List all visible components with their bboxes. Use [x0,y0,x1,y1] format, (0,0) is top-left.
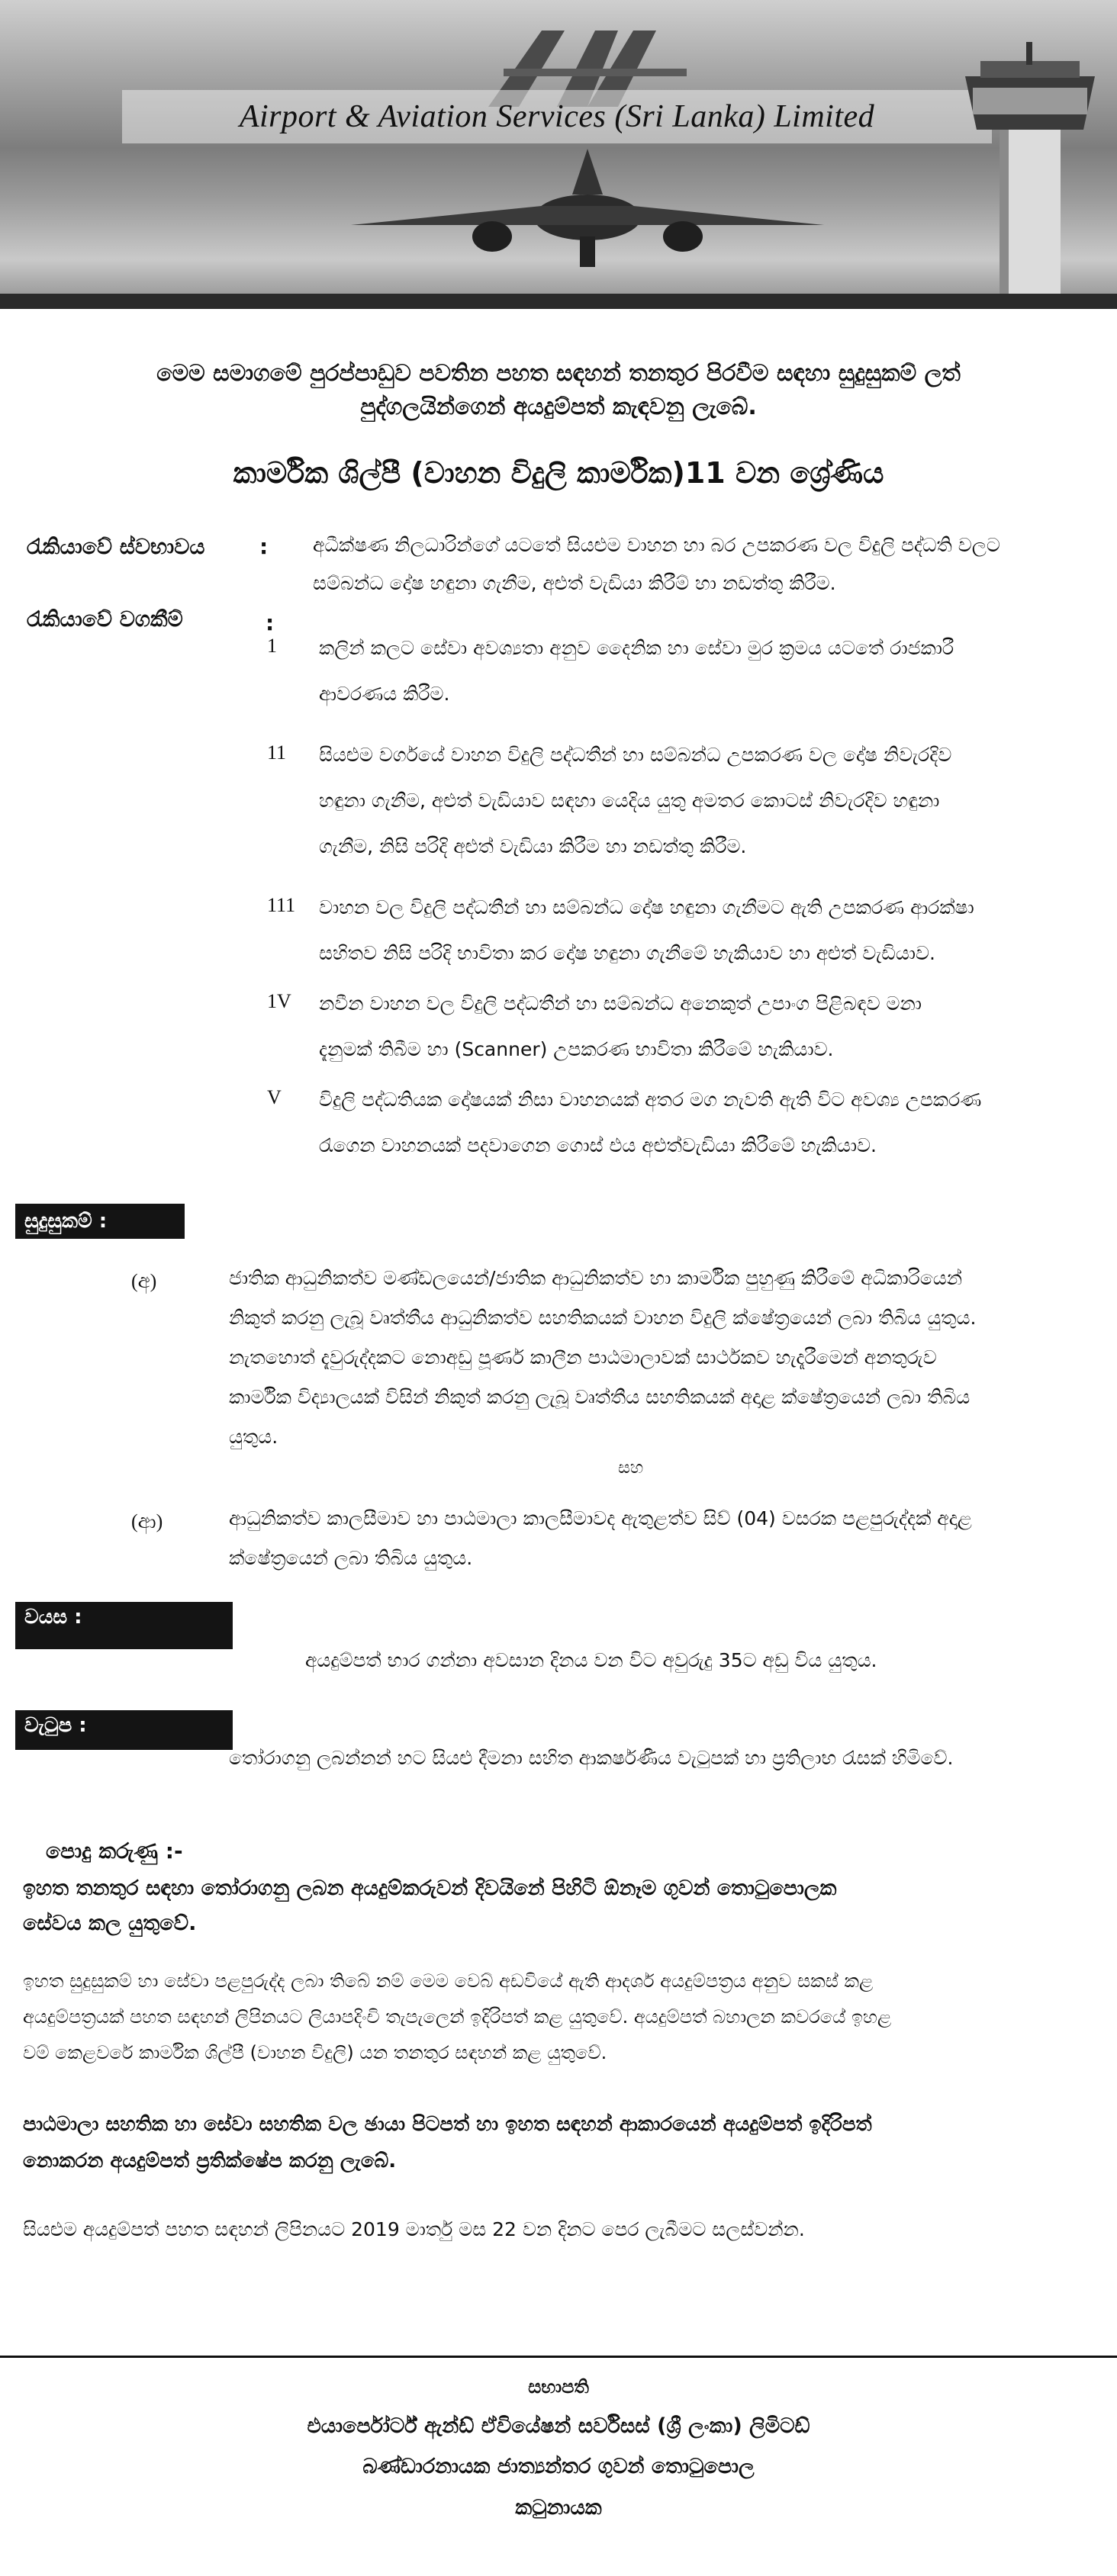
intro-line-2: පුද්ගලයින්ගෙන් අයදුම්පත් කැඳවනු ලැබේ. [360,394,757,420]
general-bold2-line-1: පාඨමාලා සහතික හා සේවා සහතික වල ඡායා පිටපත් හා ඉහත සඳහන් ආකාරයෙන් අයදුම්පත් ඉදිරිපත් [23,2113,872,2136]
age-label: වයස : [15,1602,233,1649]
resp-3-line-1: වාහන වල විදුලි පද්ධතීන් හා සම්බන්ධ දෝෂ හඳුනා ගැනීමට ඇති උපකරණ ආරක්ෂා [319,896,974,918]
responsibilities-colon: : [266,610,275,635]
qual-a-line-3: නැතහොත් දැවුරුද්දකට නොඅඩු පූර්ණ කාලීන පාඨමාලාවක් සාර්ථකව හැදෑරීමෙන් අනතුරුව [229,1346,937,1368]
salary-label: වැටුප : [15,1710,233,1750]
general-bold2-line-2: නොකරන අයදුම්පත් ප්‍රතික්ෂේප කරනු ලැබේ. [23,2150,397,2172]
qual-b-line-1: ආධුනිකත්ව කාලසීමාව හා පාඨමාලා කාලසීමාවද ඇතුළත්ව සිව් (04) වසරක පළපුරුද්දක් අදාළ [229,1507,972,1529]
salary-text: තෝරාගනු ලබන්නන් හට සියළු දීමනා සහිත ආකර්ෂණීය වැටුපක් හා ප්‍රතිලාභ රැසක් හිමිවේ. [229,1747,954,1769]
footer-line-2: එයාර්පෝර්ට් ඇන්ඩ් ඒවියේෂන් සර්විසස් (ශ්‍රී ලංකා) ලිමිටඩ් [307,2414,810,2438]
deadline-text: සියළුම අයදුම්පත් පහත සඳහන් ලිපිනයට 2019 මාර්තු මස 22 වන දිනට පෙර ලැබීමට සලස්වන්න. [23,2218,805,2240]
footer-line-1: සභාපති [528,2376,589,2398]
qual-a-line-1: ජාතික ආධුනිකත්ව මණ්ඩලයෙන්/ජාතික ආධුනිකත්ව හා කාර්මික පුහුණු කිරීමේ අධිකාරියෙන් [229,1267,963,1289]
general-bold-line-1: ඉහත තනතුර සඳහා තෝරාගනු ලබන අයදුම්කරුවන් දිවයිනේ පිහිටි ඕනෑම ගුවන් තොටුපොලක [23,1877,837,1900]
qualifications-label: සුදුසුකම් : [15,1204,185,1239]
nature-line-2: සම්බන්ධ දෝෂ හඳුනා ගැනීම, අළුත් වැඩියා කිරීම් හා නඩත්තු කිරීම. [313,572,836,594]
age-text: අයදුම්පත් භාර ගන්නා අවසාන දිනය වන විට අවුරුදු 35ට අඩු විය යුතුය. [305,1649,877,1671]
resp-2-line-1: සියළුම වර්ගයේ වාහන විදුලි පද්ධතීන් හා සම්බන්ධ උපකරණ වල දෝෂ නිවැරදිව [319,744,952,766]
general-bold-line-2: සේවය කල යුතුවේ. [23,1912,197,1935]
resp-4-num: 1V [267,990,291,1012]
resp-4-line-2: දැනුමක් තිබීම හා (Scanner) උපකරණ භාවිතා කිරීමේ හැකියාව. [319,1038,834,1060]
footer-line-3: බණ්ඩාරනායක ජාත්‍යන්තර ගුවන් තොටුපොල [362,2455,755,2478]
header-banner [0,0,1117,309]
resp-3-line-2: සහිතව නිසි පරිදි භාවිතා කර දෝෂ හඳුනා ගැනීමේ හැකියාව හා අළුත් වැඩියාව. [319,942,935,964]
responsibilities-label: රැකියාවේ වගකීම් [27,606,183,632]
intro-line-1: මෙම සමාගමේ පුරප්පාඩුව පවතින පහත සඳහන් තනතුර පිරවීම සඳහා සුදුසුකම් ලත් [156,360,961,387]
resp-1-line-1: කලින් කලට සේවා අවශ්‍යතා අනුව දෛනික හා සේවා මුර ක්‍රමය යටතේ රාජකාරී [319,637,954,659]
resp-2-line-2: හඳුනා ගැනීම, අළුත් වැඩියාව සඳහා යෙදිය යුතු අමතර කොටස් නිවැරදිව හඳුනා [319,790,940,812]
qual-a-num: (අ) [131,1270,157,1292]
banner-strip [0,294,1117,309]
resp-1-line-2: ආවරණය කිරීම. [319,683,450,705]
resp-5-num: V [267,1086,282,1108]
general-para-line-2: අයදුම්පත්‍රයක් පහත සඳහන් ලිපිනයට ලියාපදිංචි තැපැලෙන් ඉදිරිපත් කළ යුතුවේ. අයදුම්පත් බහාලන කවරයේ ඉහළ [23,2006,892,2028]
qual-a-line-5: යුතුය. [229,1426,278,1448]
resp-4-line-1: නවීන වාහන වල විදුලි පද්ධතීන් හා සම්බන්ධ අනෙකුත් උපාංග පිළිබඳව මනා [319,992,922,1015]
qual-b-line-2: ක්ෂේත්‍රයෙන් ලබා තිබිය යුතුය. [229,1547,473,1569]
resp-2-line-3: ගැනීම, නිසි පරිදි අළුත් වැඩියා කිරීම හා නඩත්තු කිරීම. [319,835,747,857]
general-para-line-3: වම් කෙළවරේ කාර්මික ශිල්පී (වාහන විදුලි) යන තනතුර සඳහන් කළ යුතුවේ. [23,2042,607,2063]
qual-and: සහ [618,1458,644,1478]
org-name-banner: Airport & Aviation Services (Sri Lanka) Limited [122,90,992,143]
resp-5-line-2: රැගෙන වාහනයක් පදවාගෙන ගොස් එය අළුත්වැඩියා කිරීමේ හැකියාව. [319,1134,877,1156]
resp-5-line-1: විදුලි පද්ධතියක දෝෂයක් නිසා වාහනයක් අතර මග නැවති ඇති විට අවශ්‍ය උපකරණ [319,1089,982,1111]
qual-a-line-4: කාර්මික විද්‍යාලයක් විසින් නිකුත් කරනු ලැබූ වෘත්තීය සහතිකයක් අදාළ ක්ෂේත්‍රයෙන් ලබා තිබිය [229,1386,971,1408]
job-title: කාර්මික ශිල්පී (වාහන විදුලි කාර්මික)11 වන ශ්‍රේණිය [233,456,884,490]
general-label: පොදු කරුණු :- [46,1838,183,1864]
footer-line-4: කටුනායක [515,2496,602,2520]
resp-3-num: 111 [267,894,296,916]
airplane-icon [351,133,824,286]
qual-b-num: (ආ) [131,1510,163,1532]
qual-a-line-2: නිකුත් කරනු ලැබූ වෘත්තීය ආධුනිකත්ව සහතිකයක් වාහන විදුලි ක්ෂේත්‍රයෙන් ලබා තිබිය යුතුය. [229,1307,977,1329]
nature-line-1: අධීක්ෂණ නිලධාරින්ගේ යටතේ සියළුම වාහන හා බර උපකරණ වල විදුලි පද්ධති වලට [313,534,1000,556]
resp-2-num: 11 [267,741,287,764]
footer-divider [0,2356,1117,2358]
control-tower-icon [954,31,1106,294]
general-para-line-1: ඉහත සුදුසුකම් හා සේවා පළපුරුද්ද ලබා තිබේ නම් මෙම වෙබ් අඩවියේ ඇති ආදර්ශ අයදුම්පත්‍රය අනුව සකස් කළ [23,1970,874,1992]
nature-label: රැකියාවේ ස්වභාවය [27,534,205,559]
resp-1-num: 1 [267,635,277,657]
logo-letters: AA [590,64,593,66]
nature-colon: : [259,534,269,559]
